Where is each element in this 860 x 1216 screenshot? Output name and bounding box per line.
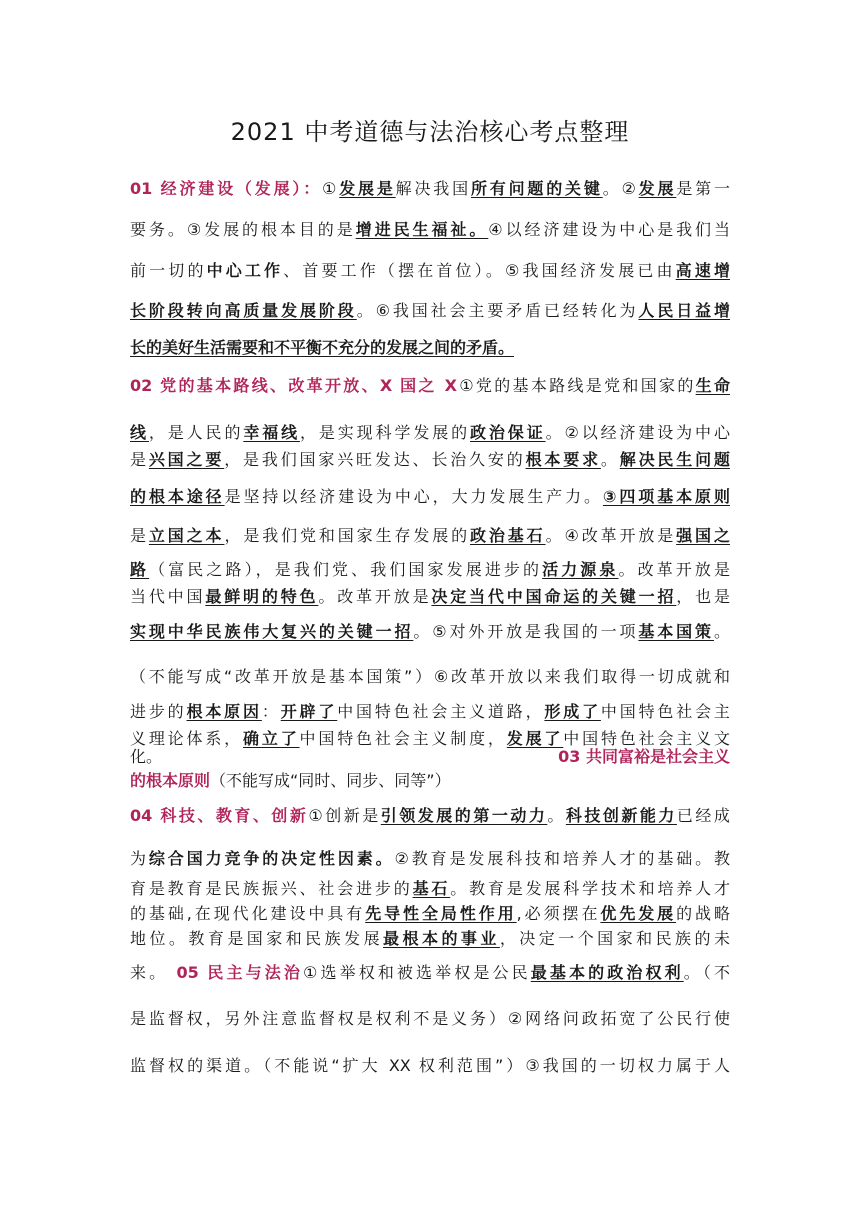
key-term: 综合国力竞争的决定性因素。 xyxy=(148,849,395,868)
text-run: 中国特色社会主义文 xyxy=(563,729,730,748)
section-heading: 02 党的基本路线、改革开放、X 国之 X xyxy=(130,376,457,395)
text-run: 是 xyxy=(130,526,149,545)
text-run: ①选举权和被选举权是公民 xyxy=(303,963,531,982)
text-line xyxy=(130,878,730,900)
text-run: ，是我们党和国家生存发展的 xyxy=(224,526,471,545)
key-term: 决定当代中国命运的关键一招 xyxy=(431,587,677,606)
key-term: 形成了 xyxy=(544,702,601,721)
text-run: 为 xyxy=(130,849,149,868)
text-run: 是 xyxy=(130,450,149,469)
section-heading: 05 民主与法治 xyxy=(176,963,303,982)
text-run: 。教育是发展科学技术和培养人才 xyxy=(450,879,730,898)
text-line xyxy=(130,586,730,608)
key-term: 线 xyxy=(130,423,149,442)
key-term: 的根本途径 xyxy=(130,487,225,506)
text-run: 进步的 xyxy=(130,702,187,721)
text-line xyxy=(130,1008,730,1030)
text-run: 。④改革开放是 xyxy=(545,526,677,545)
text-run: 中国特色社会主 xyxy=(600,702,730,721)
text-line xyxy=(130,219,730,241)
text-run: （不能写成“改革开放是基本国策”）⑥改革开放以来我们取得一切成就和 xyxy=(130,667,730,686)
key-term: 发展 xyxy=(638,179,677,198)
key-term: 确立了 xyxy=(243,729,300,748)
text-run: 、首要工作（摆在首位）。⑤我国经济发展已由 xyxy=(283,261,676,280)
text-line xyxy=(130,666,730,688)
text-run: 。⑤对外开放是我国的一项 xyxy=(413,622,639,641)
key-term: 强国之 xyxy=(676,526,730,545)
text-run: 是监督权，另外注意监督权是权利不是义务）②网络问政拓宽了公民行使 xyxy=(130,1009,730,1028)
text-run: 。 xyxy=(600,450,620,469)
key-term: 最鲜明的特色 xyxy=(205,587,319,606)
key-term: 先导性全局性作用 xyxy=(365,904,517,923)
text-run: 已经成 xyxy=(676,806,730,825)
text-run: 的基础,在现代化建设中具有 xyxy=(130,904,366,923)
text-run: 。② xyxy=(602,179,639,198)
text-run: 地位。教育是国家和民族发展 xyxy=(130,929,384,948)
text-run: ，是实现科学发展的 xyxy=(300,423,471,442)
key-term: 生命 xyxy=(695,376,730,395)
key-term: 发展是 xyxy=(339,179,396,198)
text-line xyxy=(130,746,730,768)
text-run: 是坚持以经济建设为中心，大力发展生产力。 xyxy=(224,487,603,506)
key-term: ③四项基本原则 xyxy=(602,487,730,506)
key-term: 路 xyxy=(130,560,150,579)
text-line xyxy=(130,928,730,950)
key-term: 活力源泉 xyxy=(542,560,619,579)
text-run: 前一切的 xyxy=(130,261,207,280)
text-run: （不能写成“同时、同步、同等”） xyxy=(210,771,451,790)
key-term: 中心工作 xyxy=(206,261,284,280)
text-run: ： xyxy=(261,702,281,721)
key-term: 增进民生福祉。 xyxy=(355,220,489,239)
key-term: 幸福线 xyxy=(243,423,301,442)
text-run: ①党的基本路线是党和国家的 xyxy=(456,376,696,395)
key-term: 最根本的事业 xyxy=(383,929,500,948)
text-run: 。⑥我国社会主要矛盾已经转化为 xyxy=(356,301,639,320)
text-line xyxy=(130,962,730,984)
text-line xyxy=(130,903,730,925)
text-run: 当代中国 xyxy=(130,587,206,606)
text-line xyxy=(130,559,730,581)
text-run: ，是人民的 xyxy=(148,423,244,442)
text-run: 。改革开放是 xyxy=(318,587,432,606)
text-line xyxy=(130,449,730,471)
text-run: 化。 xyxy=(130,747,163,766)
key-term: 人民日益增 xyxy=(638,301,730,320)
key-term: 开辟了 xyxy=(280,702,338,721)
key-term: 所有问题的关键 xyxy=(470,179,603,198)
text-line xyxy=(130,621,730,643)
key-term: 发展了 xyxy=(506,729,564,748)
text-run: ① xyxy=(322,179,340,198)
key-term: 长的美好生活需要和不平衡不充分的发展之间的矛盾。 xyxy=(130,338,515,357)
text-run: ②教育是发展科技和培养人才的基础。教 xyxy=(394,849,730,868)
key-term: 立国之本 xyxy=(148,526,225,545)
text-line xyxy=(130,337,730,359)
text-run: （富民之路），是我们党、我们国家发展进步的 xyxy=(149,560,543,579)
text-run: 监督权的渠道。（不能说“扩大 XX 权利范围”）③我国的一切权力属于人 xyxy=(130,1056,730,1075)
key-term: 政治基石 xyxy=(470,526,546,545)
text-run: 。 xyxy=(547,806,566,825)
text-line xyxy=(130,848,730,870)
key-term: 优先发展 xyxy=(600,904,677,923)
text-run: 中国特色社会主义制度， xyxy=(299,729,507,748)
text-line xyxy=(130,422,730,444)
text-run: ④以经济建设为中心是我们当 xyxy=(488,220,730,239)
text-run: 的战略 xyxy=(676,904,730,923)
text-run: 育是教育是民族振兴、社会进步的 xyxy=(130,879,413,898)
text-line xyxy=(130,178,730,200)
key-term: 根本原因 xyxy=(186,702,262,721)
text-run: ,必须摆在 xyxy=(516,904,601,923)
text-run: 。（不 xyxy=(683,963,730,982)
text-run: 要务。③发展的根本目的是 xyxy=(130,220,356,239)
text-run: 解决我国 xyxy=(395,179,471,198)
section-heading: 的根本原则 xyxy=(130,771,211,790)
key-term: 根本要求 xyxy=(525,450,601,469)
section-heading: 01 经济建设（发展）： xyxy=(130,179,323,198)
text-run: 义理论体系， xyxy=(130,729,244,748)
key-term: 基石 xyxy=(412,879,451,898)
text-line xyxy=(130,805,730,827)
text-line xyxy=(130,525,730,547)
text-run: ，决定一个国家和民族的未 xyxy=(499,929,730,948)
key-term: 兴国之要 xyxy=(148,450,225,469)
text-line xyxy=(130,1055,730,1077)
text-line xyxy=(130,260,730,282)
text-line xyxy=(130,300,730,322)
key-term: 政治保证 xyxy=(470,423,546,442)
key-term: 引领发展的第一动力 xyxy=(380,806,548,825)
text-run: 。改革开放是 xyxy=(618,560,730,579)
key-term: 基本国策 xyxy=(638,622,714,641)
text-run: ，也是 xyxy=(676,587,730,606)
key-term: 长阶段转向高质量发展阶段 xyxy=(130,301,357,320)
key-term: 实现中华民族伟大复兴的关键一招 xyxy=(130,622,414,641)
key-term: 科技创新能力 xyxy=(565,806,677,825)
section-heading: 04 科技、教育、创新 xyxy=(130,806,309,825)
text-run: 来。 xyxy=(130,963,177,982)
text-run: 是第一 xyxy=(676,179,730,198)
text-run: ，是我们国家兴旺发达、长治久安的 xyxy=(224,450,526,469)
key-term: 解决民生问题 xyxy=(619,450,730,469)
text-line xyxy=(130,375,730,397)
section-heading: 03 共同富裕是社会主义 xyxy=(558,747,730,766)
key-term: 最基本的政治权利 xyxy=(530,963,684,982)
text-run: ①创新是 xyxy=(308,806,381,825)
document-title: 2021 中考道德与法治核心考点整理 xyxy=(230,118,630,146)
text-run: 中国特色社会主义道路， xyxy=(337,702,545,721)
key-term: 高速增 xyxy=(675,261,730,280)
text-run: 。 xyxy=(713,622,730,641)
text-line xyxy=(130,486,730,508)
text-run: 。②以经济建设为中心 xyxy=(545,423,730,442)
text-line xyxy=(130,701,730,723)
text-line xyxy=(130,770,730,792)
